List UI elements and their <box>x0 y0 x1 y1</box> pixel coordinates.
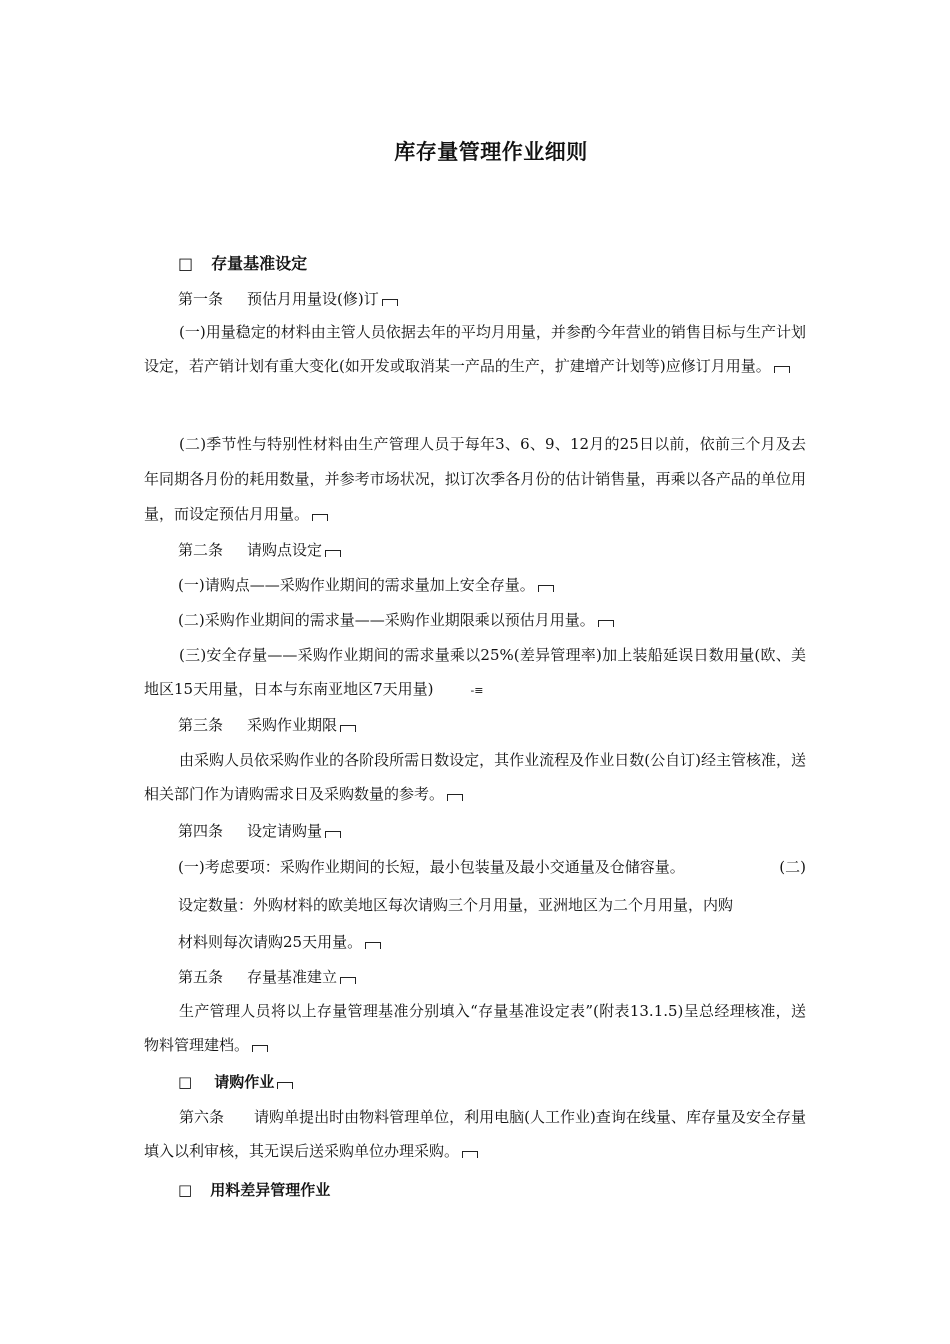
article-4-item-2-line-2: 材料则每次请购25天用量。 <box>178 932 381 952</box>
paragraph-mark-icon <box>340 725 356 732</box>
article-4-item-2-line-1: 设定数量：外购材料的欧美地区每次请购三个月用量，亚洲地区为二个月用量，内购 <box>178 896 734 914</box>
article-2-item-2: (二)采购作业期间的需求量——采购作业期限乘以预估月用量。 <box>178 610 614 630</box>
paragraph-mark-icon <box>277 1082 293 1089</box>
section-heading-usage-variance: □ 用料差异管理作业 <box>178 1181 331 1199</box>
document-title: 库存量管理作业细则 <box>394 140 588 164</box>
article-1-heading: 第一条 预估月用量设(修)订 <box>178 289 398 309</box>
paragraph-mark-icon <box>325 831 341 838</box>
article-2-item-3: (三)安全存量——采购作业期间的需求量乘以25%(差异管理率)加上装船延误日数用量(欧、美地区15天用量，日本与东南亚地区7天用量) -≡ <box>144 638 806 708</box>
article-2-item-1: (一)请购点——采购作业期间的需求量加上安全存量。 <box>178 575 554 595</box>
paragraph-mark-icon <box>340 977 356 984</box>
checkbox-icon: □ <box>178 1181 193 1199</box>
section-heading-purchase-request: □ 请购作业 <box>178 1072 293 1092</box>
paragraph-mark-icon <box>365 942 381 949</box>
article-3-heading: 第三条 采购作业期限 <box>178 715 356 735</box>
article-1-paragraph-1: (一)用量稳定的材料由主管人员依据去年的平均月用量，并参酌今年营业的销售目标与生产计划设定，若产销计划有重大变化(如开发或取消某一产品的生产，扩建增产计划等)应修订月用量。 <box>144 323 806 375</box>
article-2-heading: 第二条 请购点设定 <box>178 540 341 560</box>
article-6-paragraph: 第六条 请购单提出时由物料管理单位，利用电脑(人工作业)查询在线量、库存量及安全存量填入以利审核，其无误后送采购单位办理采购。 <box>144 1108 806 1160</box>
paragraph-mark-icon: -≡ <box>470 684 484 697</box>
article-4-heading: 第四条 设定请购量 <box>178 821 341 841</box>
checkbox-icon: □ <box>178 1073 193 1091</box>
paragraph-mark-icon <box>447 794 463 801</box>
section-heading-stock-baseline: □ 存量基准设定 <box>178 254 308 273</box>
paragraph-mark-icon <box>382 299 398 306</box>
article-5-heading: 第五条 存量基准建立 <box>178 967 356 987</box>
paragraph-mark-icon <box>598 620 614 627</box>
article-4-item-1: (一)考虑要项：采购作业期间的长短，最小包装量及最小交通量及仓储容量。 (二) <box>178 858 806 876</box>
article-3-paragraph: 由采购人员依采购作业的各阶段所需日数设定，其作业流程及作业日数(公自订)经主管核准，送相关部门作为请购需求日及采购数量的参考。 <box>144 751 806 803</box>
paragraph-mark-icon <box>252 1045 268 1052</box>
paragraph-mark-icon <box>538 585 554 592</box>
article-5-paragraph: 生产管理人员将以上存量管理基准分别填入“存量基准设定表”(附表13.1.5)呈总经理核准，送物料管理建档。 <box>144 1002 806 1054</box>
paragraph-mark-icon <box>774 366 790 373</box>
paragraph-mark-icon <box>312 514 328 521</box>
checkbox-icon: □ <box>178 254 194 273</box>
paragraph-mark-icon <box>462 1151 478 1158</box>
article-1-paragraph-2: (二)季节性与特别性材料由生产管理人员于每年3、6、9、12月的25日以前，依前三个月及去年同期各月份的耗用数量，并参考市场状况，拟订次季各月份的估计销售量，再乘以各产品的单位用量，而设定预估月用量。 <box>144 435 806 523</box>
paragraph-mark-icon <box>325 550 341 557</box>
